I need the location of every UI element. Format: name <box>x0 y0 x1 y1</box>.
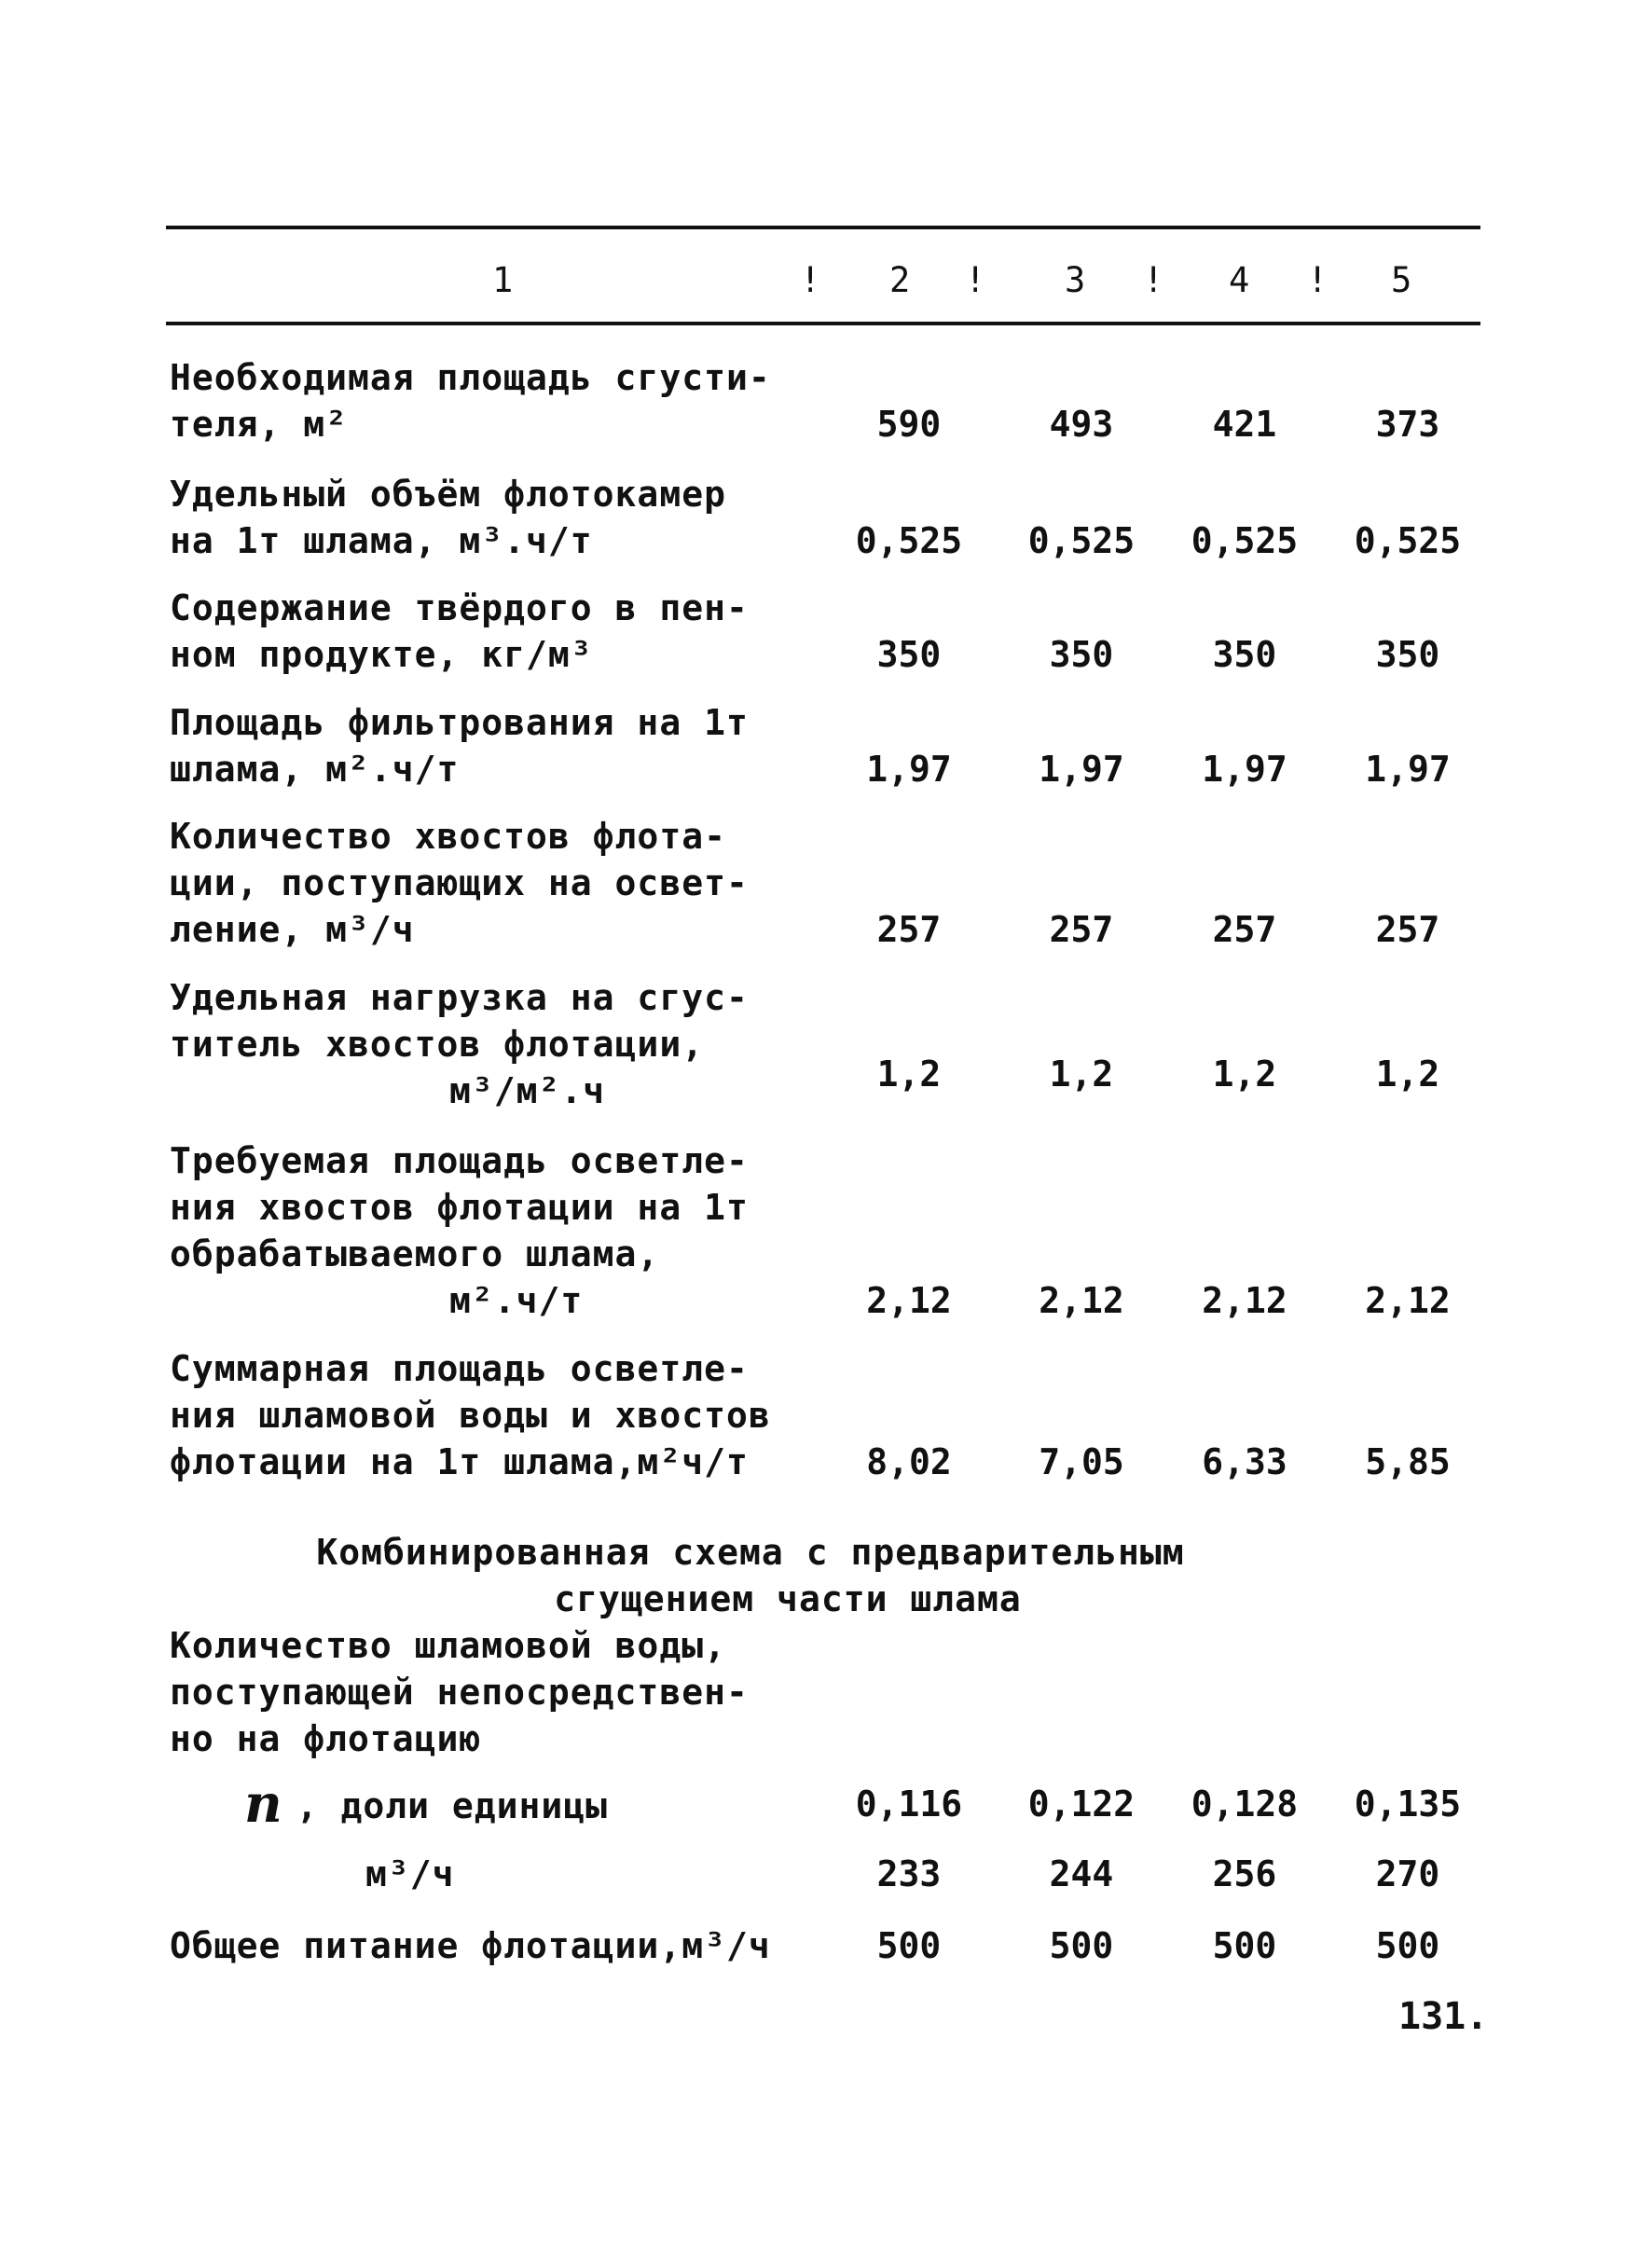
header-col-5: 5 <box>1391 260 1412 300</box>
cell-value: 244 <box>1049 1853 1114 1894</box>
row-label: n , доли единицы <box>244 1773 609 1835</box>
row-label: Требуемая площадь осветле- ния хвостов флотации на 1т обрабатываемого шлама, м².ч/т <box>170 1140 749 1321</box>
header-col-2: 2 <box>889 260 911 300</box>
cell-value: 350 <box>1212 634 1277 675</box>
cell-value: 257 <box>876 909 942 950</box>
cell-value: 421 <box>1212 404 1277 445</box>
header-col-4: 4 <box>1229 260 1250 300</box>
row-label: Общее питание флотации,м³/ч <box>170 1925 771 1966</box>
cell-value: 2,12 <box>1039 1280 1124 1321</box>
cell-value: 0,135 <box>1354 1784 1462 1825</box>
row-label: Необходимая площадь сгусти- теля, м² <box>170 357 771 445</box>
cell-value: 1,2 <box>1049 1054 1114 1095</box>
cell-value: 350 <box>876 634 942 675</box>
cell-value: 1,2 <box>1212 1054 1277 1095</box>
header-separator: ! <box>800 260 821 300</box>
cell-value: 1,2 <box>876 1054 942 1095</box>
row-label: Суммарная площадь осветле- ния шламовой воды и хвостов флотации на 1т шлама,м²ч/т <box>170 1348 771 1482</box>
n-symbol: n <box>244 1773 283 1835</box>
header-col-1: 1 <box>492 260 514 300</box>
cell-value: 1,97 <box>1365 749 1451 790</box>
row-label: Удельный объём флотокамер на 1т шлама, м³.ч/т <box>170 474 726 561</box>
header-col-3: 3 <box>1065 260 1086 300</box>
cell-value: 373 <box>1375 404 1440 445</box>
row-label: Удельная нагрузка на сгус- титель хвостов флотации, м³/м².ч <box>170 977 749 1111</box>
row-label: м³/ч <box>365 1853 455 1894</box>
cell-value: 500 <box>1212 1925 1277 1966</box>
header-separator: ! <box>965 260 986 300</box>
cell-value: 7,05 <box>1039 1441 1124 1482</box>
cell-value: 257 <box>1375 909 1440 950</box>
cell-value: 0,116 <box>855 1784 963 1825</box>
header-separator: ! <box>1143 260 1164 300</box>
cell-value: 270 <box>1375 1853 1440 1894</box>
cell-value: 6,33 <box>1202 1441 1287 1482</box>
cell-value: 1,97 <box>1202 749 1287 790</box>
cell-value: 257 <box>1049 909 1114 950</box>
cell-value: 2,12 <box>1365 1280 1451 1321</box>
cell-value: 2,12 <box>866 1280 952 1321</box>
cell-value: 256 <box>1212 1853 1277 1894</box>
row-label: Содержание твёрдого в пен- ном продукте, кг/м³ <box>170 587 749 675</box>
cell-value: 257 <box>1212 909 1277 950</box>
cell-value: 2,12 <box>1202 1280 1287 1321</box>
sub-block-label: Количество шламовой воды, поступающей непосредствен- но на флотацию <box>170 1625 749 1759</box>
cell-value: 0,525 <box>1027 520 1136 561</box>
cell-value: 500 <box>1375 1925 1440 1966</box>
cell-value: 1,97 <box>1039 749 1124 790</box>
cell-value: 500 <box>1049 1925 1114 1966</box>
cell-value: 350 <box>1375 634 1440 675</box>
section-title: Комбинированная схема с предварительным сгущением части шлама <box>316 1532 1185 1619</box>
cell-value: 8,02 <box>866 1441 952 1482</box>
cell-value: 0,122 <box>1027 1784 1136 1825</box>
table-top-rule <box>166 226 1480 229</box>
row-label: Количество хвостов флота- ции, поступающих на освет- ление, м³/ч <box>170 816 749 950</box>
cell-value: 0,525 <box>1354 520 1462 561</box>
cell-value: 233 <box>876 1853 942 1894</box>
page-number: 131. <box>1398 1995 1489 2038</box>
table-header-rule <box>166 322 1480 325</box>
cell-value: 350 <box>1049 634 1114 675</box>
cell-value: 500 <box>876 1925 942 1966</box>
header-separator: ! <box>1307 260 1328 300</box>
cell-value: 0,128 <box>1191 1784 1299 1825</box>
cell-value: 0,525 <box>1191 520 1299 561</box>
cell-value: 5,85 <box>1365 1441 1451 1482</box>
cell-value: 1,97 <box>866 749 952 790</box>
row-label: Площадь фильтрования на 1т шлама, м².ч/т <box>170 702 749 790</box>
cell-value: 1,2 <box>1375 1054 1440 1095</box>
cell-value: 590 <box>876 404 942 445</box>
cell-value: 0,525 <box>855 520 963 561</box>
cell-value: 493 <box>1049 404 1114 445</box>
